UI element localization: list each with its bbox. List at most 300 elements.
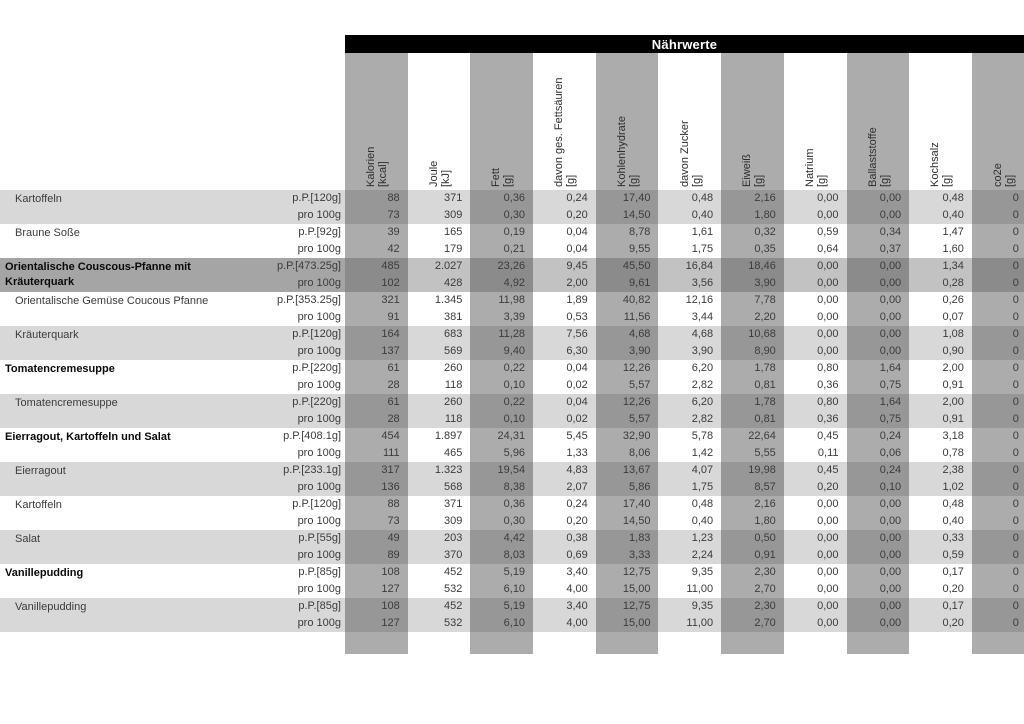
value-cell: 0 xyxy=(972,360,1024,377)
value-cell: 32,90 xyxy=(596,428,659,445)
value-cell: 0,33 xyxy=(909,530,972,547)
value-cell: 16,84 xyxy=(658,258,721,275)
value-cell: 0,17 xyxy=(909,564,972,581)
value-cell: 8,06 xyxy=(596,445,659,462)
name-area xyxy=(0,547,345,564)
value-cell: 11,00 xyxy=(658,615,721,632)
value-cell: 2,07 xyxy=(533,479,596,496)
column-stripe xyxy=(721,632,784,654)
column-header-label: Kohlenhydrate [g] xyxy=(615,116,640,187)
food-group xyxy=(0,598,1024,632)
value-cell: 0,22 xyxy=(470,394,533,411)
food-name: Tomatencremesuppe xyxy=(5,363,115,375)
value-cell: 428 xyxy=(408,275,471,292)
value-cell: 2,30 xyxy=(721,564,784,581)
portion-label: pro 100g xyxy=(297,447,341,459)
value-cell: 0,00 xyxy=(784,207,847,224)
food-group xyxy=(0,326,1024,360)
value-cell: 568 xyxy=(408,479,471,496)
value-cell: 0,00 xyxy=(784,309,847,326)
value-cell: 23,26 xyxy=(470,258,533,275)
value-cell: 381 xyxy=(408,309,471,326)
value-cell: 6,20 xyxy=(658,360,721,377)
value-cell: 3,39 xyxy=(470,309,533,326)
value-cell: 0,00 xyxy=(784,496,847,513)
value-cell: 1,61 xyxy=(658,224,721,241)
name-area xyxy=(0,309,345,326)
value-cell: 0,48 xyxy=(909,190,972,207)
name-area xyxy=(0,411,345,428)
value-cell: 0 xyxy=(972,394,1024,411)
value-cell: 0,00 xyxy=(784,326,847,343)
value-cell: 0,00 xyxy=(847,513,910,530)
value-cell: 0,81 xyxy=(721,411,784,428)
table-title: Nährwerte xyxy=(345,35,1024,53)
value-cell: 309 xyxy=(408,207,471,224)
value-cell: 7,78 xyxy=(721,292,784,309)
column-header-label: Fett [g] xyxy=(490,168,515,187)
food-name: Eierragout xyxy=(15,465,66,477)
column-header-label: Joule [kJ] xyxy=(427,160,452,187)
value-cell: 683 xyxy=(408,326,471,343)
value-cell: 0,06 xyxy=(847,445,910,462)
value-cell: 485 xyxy=(345,258,408,275)
value-cell: 4,00 xyxy=(533,581,596,598)
value-cell: 0 xyxy=(972,275,1024,292)
value-cell: 0,20 xyxy=(533,513,596,530)
value-cell: 1,80 xyxy=(721,513,784,530)
value-cell: 0,00 xyxy=(784,598,847,615)
value-cell: 0,04 xyxy=(533,241,596,258)
value-cell: 5,45 xyxy=(533,428,596,445)
value-cell: 0,00 xyxy=(847,496,910,513)
portion-label: p.P.[92g] xyxy=(298,226,341,238)
value-cell: 12,75 xyxy=(596,598,659,615)
value-cell: 0,24 xyxy=(847,428,910,445)
column-header-label: davon Zucker [g] xyxy=(678,120,703,187)
column-header xyxy=(784,53,847,190)
value-cell: 1,42 xyxy=(658,445,721,462)
food-name: Orientalische Gemüse Coucous Pfanne xyxy=(15,295,209,307)
portion-label: pro 100g xyxy=(297,345,341,357)
value-cell: 0,36 xyxy=(784,411,847,428)
value-cell: 11,00 xyxy=(658,581,721,598)
value-cell: 0,04 xyxy=(533,360,596,377)
value-cell: 0 xyxy=(972,377,1024,394)
portion-label: pro 100g xyxy=(297,515,341,527)
value-cell: 0,21 xyxy=(470,241,533,258)
value-cell: 2,20 xyxy=(721,309,784,326)
value-cell: 0,59 xyxy=(909,547,972,564)
value-cell: 2,00 xyxy=(909,360,972,377)
value-cell: 0,40 xyxy=(909,207,972,224)
nutrition-table-body xyxy=(0,190,1024,632)
value-cell: 9,45 xyxy=(533,258,596,275)
table-row xyxy=(0,377,1024,394)
name-area xyxy=(0,445,345,462)
value-cell: 9,35 xyxy=(658,598,721,615)
value-cell: 452 xyxy=(408,564,471,581)
value-cell: 1.345 xyxy=(408,292,471,309)
food-name: Salat xyxy=(15,533,41,545)
value-cell: 1,64 xyxy=(847,360,910,377)
value-cell: 0 xyxy=(972,258,1024,275)
value-cell: 0,00 xyxy=(784,258,847,275)
food-name: Tomatencremesuppe xyxy=(15,397,118,409)
value-cell: 8,38 xyxy=(470,479,533,496)
column-header-label: Natrium [g] xyxy=(803,148,828,187)
value-cell: 18,46 xyxy=(721,258,784,275)
value-cell: 14,50 xyxy=(596,207,659,224)
column-header xyxy=(972,53,1024,190)
value-cell: 0,30 xyxy=(470,513,533,530)
value-cell: 0,11 xyxy=(784,445,847,462)
value-cell: 0 xyxy=(972,530,1024,547)
value-cell: 0 xyxy=(972,428,1024,445)
value-cell: 11,56 xyxy=(596,309,659,326)
value-cell: 3,40 xyxy=(533,564,596,581)
food-group xyxy=(0,224,1024,258)
food-name: Kartoffeln xyxy=(15,499,62,511)
food-group xyxy=(0,462,1024,496)
column-stripe xyxy=(847,632,910,654)
name-area xyxy=(0,479,345,496)
value-cell: 0 xyxy=(972,496,1024,513)
name-area xyxy=(0,343,345,360)
table-row xyxy=(0,581,1024,598)
value-cell: 0,91 xyxy=(909,411,972,428)
value-cell: 0,19 xyxy=(470,224,533,241)
value-cell: 0,04 xyxy=(533,394,596,411)
table-row xyxy=(0,615,1024,632)
column-header-label: Kalorien [kcal] xyxy=(365,146,389,187)
portion-label: pro 100g xyxy=(297,583,341,595)
value-cell: 0,00 xyxy=(847,326,910,343)
value-cell: 19,98 xyxy=(721,462,784,479)
value-cell: 0 xyxy=(972,462,1024,479)
value-cell: 179 xyxy=(408,241,471,258)
value-cell: 0,00 xyxy=(784,530,847,547)
value-cell: 6,10 xyxy=(470,615,533,632)
value-cell: 45,50 xyxy=(596,258,659,275)
value-cell: 0,35 xyxy=(721,241,784,258)
value-cell: 1,75 xyxy=(658,479,721,496)
value-cell: 0,80 xyxy=(784,360,847,377)
value-cell: 1,02 xyxy=(909,479,972,496)
value-cell: 0,00 xyxy=(784,615,847,632)
column-header xyxy=(721,53,784,190)
value-cell: 4,83 xyxy=(533,462,596,479)
value-cell: 0,02 xyxy=(533,411,596,428)
value-cell: 0 xyxy=(972,513,1024,530)
value-cell: 0,00 xyxy=(847,309,910,326)
column-header-label: Kochsalz [g] xyxy=(929,142,954,187)
value-cell: 7,56 xyxy=(533,326,596,343)
value-cell: 0,22 xyxy=(470,360,533,377)
value-cell: 3,90 xyxy=(658,343,721,360)
value-cell: 0,36 xyxy=(784,377,847,394)
value-cell: 371 xyxy=(408,496,471,513)
name-area xyxy=(0,377,345,394)
value-cell: 12,75 xyxy=(596,564,659,581)
portion-label: p.P.[408.1g] xyxy=(283,430,341,442)
column-header xyxy=(596,53,659,190)
food-group xyxy=(0,190,1024,224)
food-group xyxy=(0,258,1024,292)
value-cell: 9,61 xyxy=(596,275,659,292)
value-cell: 0,00 xyxy=(847,598,910,615)
name-area xyxy=(0,513,345,530)
value-cell: 0 xyxy=(972,479,1024,496)
value-cell: 1,23 xyxy=(658,530,721,547)
name-area xyxy=(0,581,345,598)
value-cell: 0,00 xyxy=(784,581,847,598)
value-cell: 12,26 xyxy=(596,394,659,411)
value-cell: 4,42 xyxy=(470,530,533,547)
value-cell: 9,35 xyxy=(658,564,721,581)
table-row xyxy=(0,309,1024,326)
value-cell: 6,20 xyxy=(658,394,721,411)
food-group xyxy=(0,564,1024,598)
value-cell: 111 xyxy=(345,445,408,462)
value-cell: 2.027 xyxy=(408,258,471,275)
value-cell: 0,00 xyxy=(847,190,910,207)
table-row xyxy=(0,479,1024,496)
value-cell: 5,55 xyxy=(721,445,784,462)
value-cell: 0,17 xyxy=(909,598,972,615)
value-cell: 0,00 xyxy=(784,292,847,309)
value-cell: 0,00 xyxy=(784,513,847,530)
value-cell: 1,33 xyxy=(533,445,596,462)
value-cell: 0,81 xyxy=(721,377,784,394)
name-area xyxy=(0,207,345,224)
value-cell: 0,32 xyxy=(721,224,784,241)
value-cell: 317 xyxy=(345,462,408,479)
value-cell: 11,98 xyxy=(470,292,533,309)
food-group xyxy=(0,360,1024,394)
value-cell: 2,24 xyxy=(658,547,721,564)
value-cell: 0,48 xyxy=(658,496,721,513)
portion-label: p.P.[353.25g] xyxy=(276,294,341,306)
value-cell: 2,00 xyxy=(909,394,972,411)
value-cell: 0 xyxy=(972,224,1024,241)
value-cell: 0,00 xyxy=(784,190,847,207)
value-cell: 0,20 xyxy=(784,479,847,496)
value-cell: 14,50 xyxy=(596,513,659,530)
value-cell: 0,28 xyxy=(909,275,972,292)
value-cell: 321 xyxy=(345,292,408,309)
value-cell: 0,78 xyxy=(909,445,972,462)
value-cell: 5,57 xyxy=(596,411,659,428)
value-cell: 2,38 xyxy=(909,462,972,479)
portion-label: p.P.[473.25g] xyxy=(276,260,341,272)
value-cell: 6,30 xyxy=(533,343,596,360)
portion-label: p.P.[85g] xyxy=(298,600,341,612)
column-header xyxy=(847,53,910,190)
value-cell: 1,89 xyxy=(533,292,596,309)
portion-label: p.P.[233.1g] xyxy=(283,464,341,476)
column-stripe xyxy=(972,632,1024,654)
value-cell: 0,00 xyxy=(847,547,910,564)
value-cell: 0,34 xyxy=(847,224,910,241)
value-cell: 454 xyxy=(345,428,408,445)
food-name: Vanillepudding xyxy=(5,567,84,579)
value-cell: 0,20 xyxy=(533,207,596,224)
value-cell: 0,59 xyxy=(784,224,847,241)
value-cell: 0 xyxy=(972,411,1024,428)
value-cell: 11,28 xyxy=(470,326,533,343)
name-area xyxy=(0,615,345,632)
value-cell: 118 xyxy=(408,377,471,394)
value-cell: 0,00 xyxy=(847,207,910,224)
value-cell: 127 xyxy=(345,615,408,632)
value-cell: 0,10 xyxy=(470,377,533,394)
value-cell: 0,02 xyxy=(533,377,596,394)
portion-label: pro 100g xyxy=(297,209,341,221)
value-cell: 0,04 xyxy=(533,224,596,241)
value-cell: 0 xyxy=(972,241,1024,258)
value-cell: 0,00 xyxy=(847,292,910,309)
value-cell: 0,20 xyxy=(909,615,972,632)
value-cell: 89 xyxy=(345,547,408,564)
value-cell: 2,16 xyxy=(721,496,784,513)
table-row xyxy=(0,343,1024,360)
value-cell: 532 xyxy=(408,615,471,632)
value-cell: 17,40 xyxy=(596,496,659,513)
food-group xyxy=(0,428,1024,462)
portion-label: p.P.[120g] xyxy=(292,192,341,204)
column-header-label: co2e [g] xyxy=(992,163,1016,187)
value-cell: 0,40 xyxy=(909,513,972,530)
value-cell: 4,00 xyxy=(533,615,596,632)
value-cell: 0 xyxy=(972,190,1024,207)
value-cell: 0,10 xyxy=(470,411,533,428)
value-cell: 4,68 xyxy=(658,326,721,343)
value-cell: 0,91 xyxy=(909,377,972,394)
value-cell: 0 xyxy=(972,598,1024,615)
column-header xyxy=(533,53,596,190)
value-cell: 0 xyxy=(972,445,1024,462)
food-group xyxy=(0,292,1024,326)
value-cell: 1.323 xyxy=(408,462,471,479)
value-cell: 2,82 xyxy=(658,377,721,394)
value-cell: 370 xyxy=(408,547,471,564)
food-group xyxy=(0,394,1024,428)
value-cell: 24,31 xyxy=(470,428,533,445)
column-stripe xyxy=(596,632,659,654)
value-cell: 13,67 xyxy=(596,462,659,479)
column-stripe xyxy=(345,632,408,654)
value-cell: 102 xyxy=(345,275,408,292)
value-cell: 1,47 xyxy=(909,224,972,241)
table-row xyxy=(0,241,1024,258)
value-cell: 3,90 xyxy=(596,343,659,360)
value-cell: 28 xyxy=(345,377,408,394)
column-header xyxy=(909,53,972,190)
value-cell: 0,00 xyxy=(784,343,847,360)
value-cell: 3,40 xyxy=(533,598,596,615)
value-cell: 10,68 xyxy=(721,326,784,343)
table-row xyxy=(0,445,1024,462)
value-cell: 9,55 xyxy=(596,241,659,258)
value-cell: 39 xyxy=(345,224,408,241)
value-cell: 0,00 xyxy=(847,564,910,581)
value-cell: 0,00 xyxy=(784,564,847,581)
portion-label: p.P.[220g] xyxy=(292,396,341,408)
food-name: Kräuterquark xyxy=(15,329,79,341)
value-cell: 1,78 xyxy=(721,360,784,377)
value-cell: 1,08 xyxy=(909,326,972,343)
value-cell: 1,78 xyxy=(721,394,784,411)
value-cell: 6,10 xyxy=(470,581,533,598)
value-cell: 0,24 xyxy=(533,496,596,513)
value-cell: 73 xyxy=(345,207,408,224)
value-cell: 0 xyxy=(972,207,1024,224)
value-cell: 1.897 xyxy=(408,428,471,445)
value-cell: 0,00 xyxy=(784,547,847,564)
value-cell: 73 xyxy=(345,513,408,530)
column-header-label: davon ges. Fettsäuren [g] xyxy=(553,77,578,187)
portion-label: pro 100g xyxy=(297,277,341,289)
value-cell: 3,33 xyxy=(596,547,659,564)
value-cell: 19,54 xyxy=(470,462,533,479)
value-cell: 0,10 xyxy=(847,479,910,496)
value-cell: 532 xyxy=(408,581,471,598)
portion-label: p.P.[85g] xyxy=(298,566,341,578)
portion-label: p.P.[120g] xyxy=(292,328,341,340)
value-cell: 118 xyxy=(408,411,471,428)
value-cell: 0 xyxy=(972,326,1024,343)
value-cell: 0,40 xyxy=(658,207,721,224)
value-cell: 0,45 xyxy=(784,428,847,445)
food-group xyxy=(0,496,1024,530)
value-cell: 61 xyxy=(345,394,408,411)
value-cell: 452 xyxy=(408,598,471,615)
value-cell: 3,18 xyxy=(909,428,972,445)
value-cell: 127 xyxy=(345,581,408,598)
name-area xyxy=(0,241,345,258)
value-cell: 0,00 xyxy=(847,530,910,547)
value-cell: 0,00 xyxy=(847,343,910,360)
value-cell: 4,68 xyxy=(596,326,659,343)
value-cell: 5,86 xyxy=(596,479,659,496)
value-cell: 3,44 xyxy=(658,309,721,326)
value-cell: 12,26 xyxy=(596,360,659,377)
value-cell: 0,00 xyxy=(847,275,910,292)
value-cell: 1,60 xyxy=(909,241,972,258)
value-cell: 0,64 xyxy=(784,241,847,258)
value-cell: 0,53 xyxy=(533,309,596,326)
value-cell: 0,30 xyxy=(470,207,533,224)
value-cell: 108 xyxy=(345,598,408,615)
value-cell: 5,96 xyxy=(470,445,533,462)
value-cell: 0,90 xyxy=(909,343,972,360)
value-cell: 15,00 xyxy=(596,615,659,632)
column-header-label: Ballaststoffe [g] xyxy=(866,127,891,187)
value-cell: 0,69 xyxy=(533,547,596,564)
column-header-label: Eiweiß [g] xyxy=(741,153,766,187)
portion-label: pro 100g xyxy=(297,243,341,255)
value-cell: 3,90 xyxy=(721,275,784,292)
value-cell: 1,34 xyxy=(909,258,972,275)
value-cell: 1,64 xyxy=(847,394,910,411)
table-row xyxy=(0,411,1024,428)
value-cell: 4,92 xyxy=(470,275,533,292)
value-cell: 5,19 xyxy=(470,598,533,615)
value-cell: 465 xyxy=(408,445,471,462)
value-cell: 0,48 xyxy=(909,496,972,513)
value-cell: 9,40 xyxy=(470,343,533,360)
